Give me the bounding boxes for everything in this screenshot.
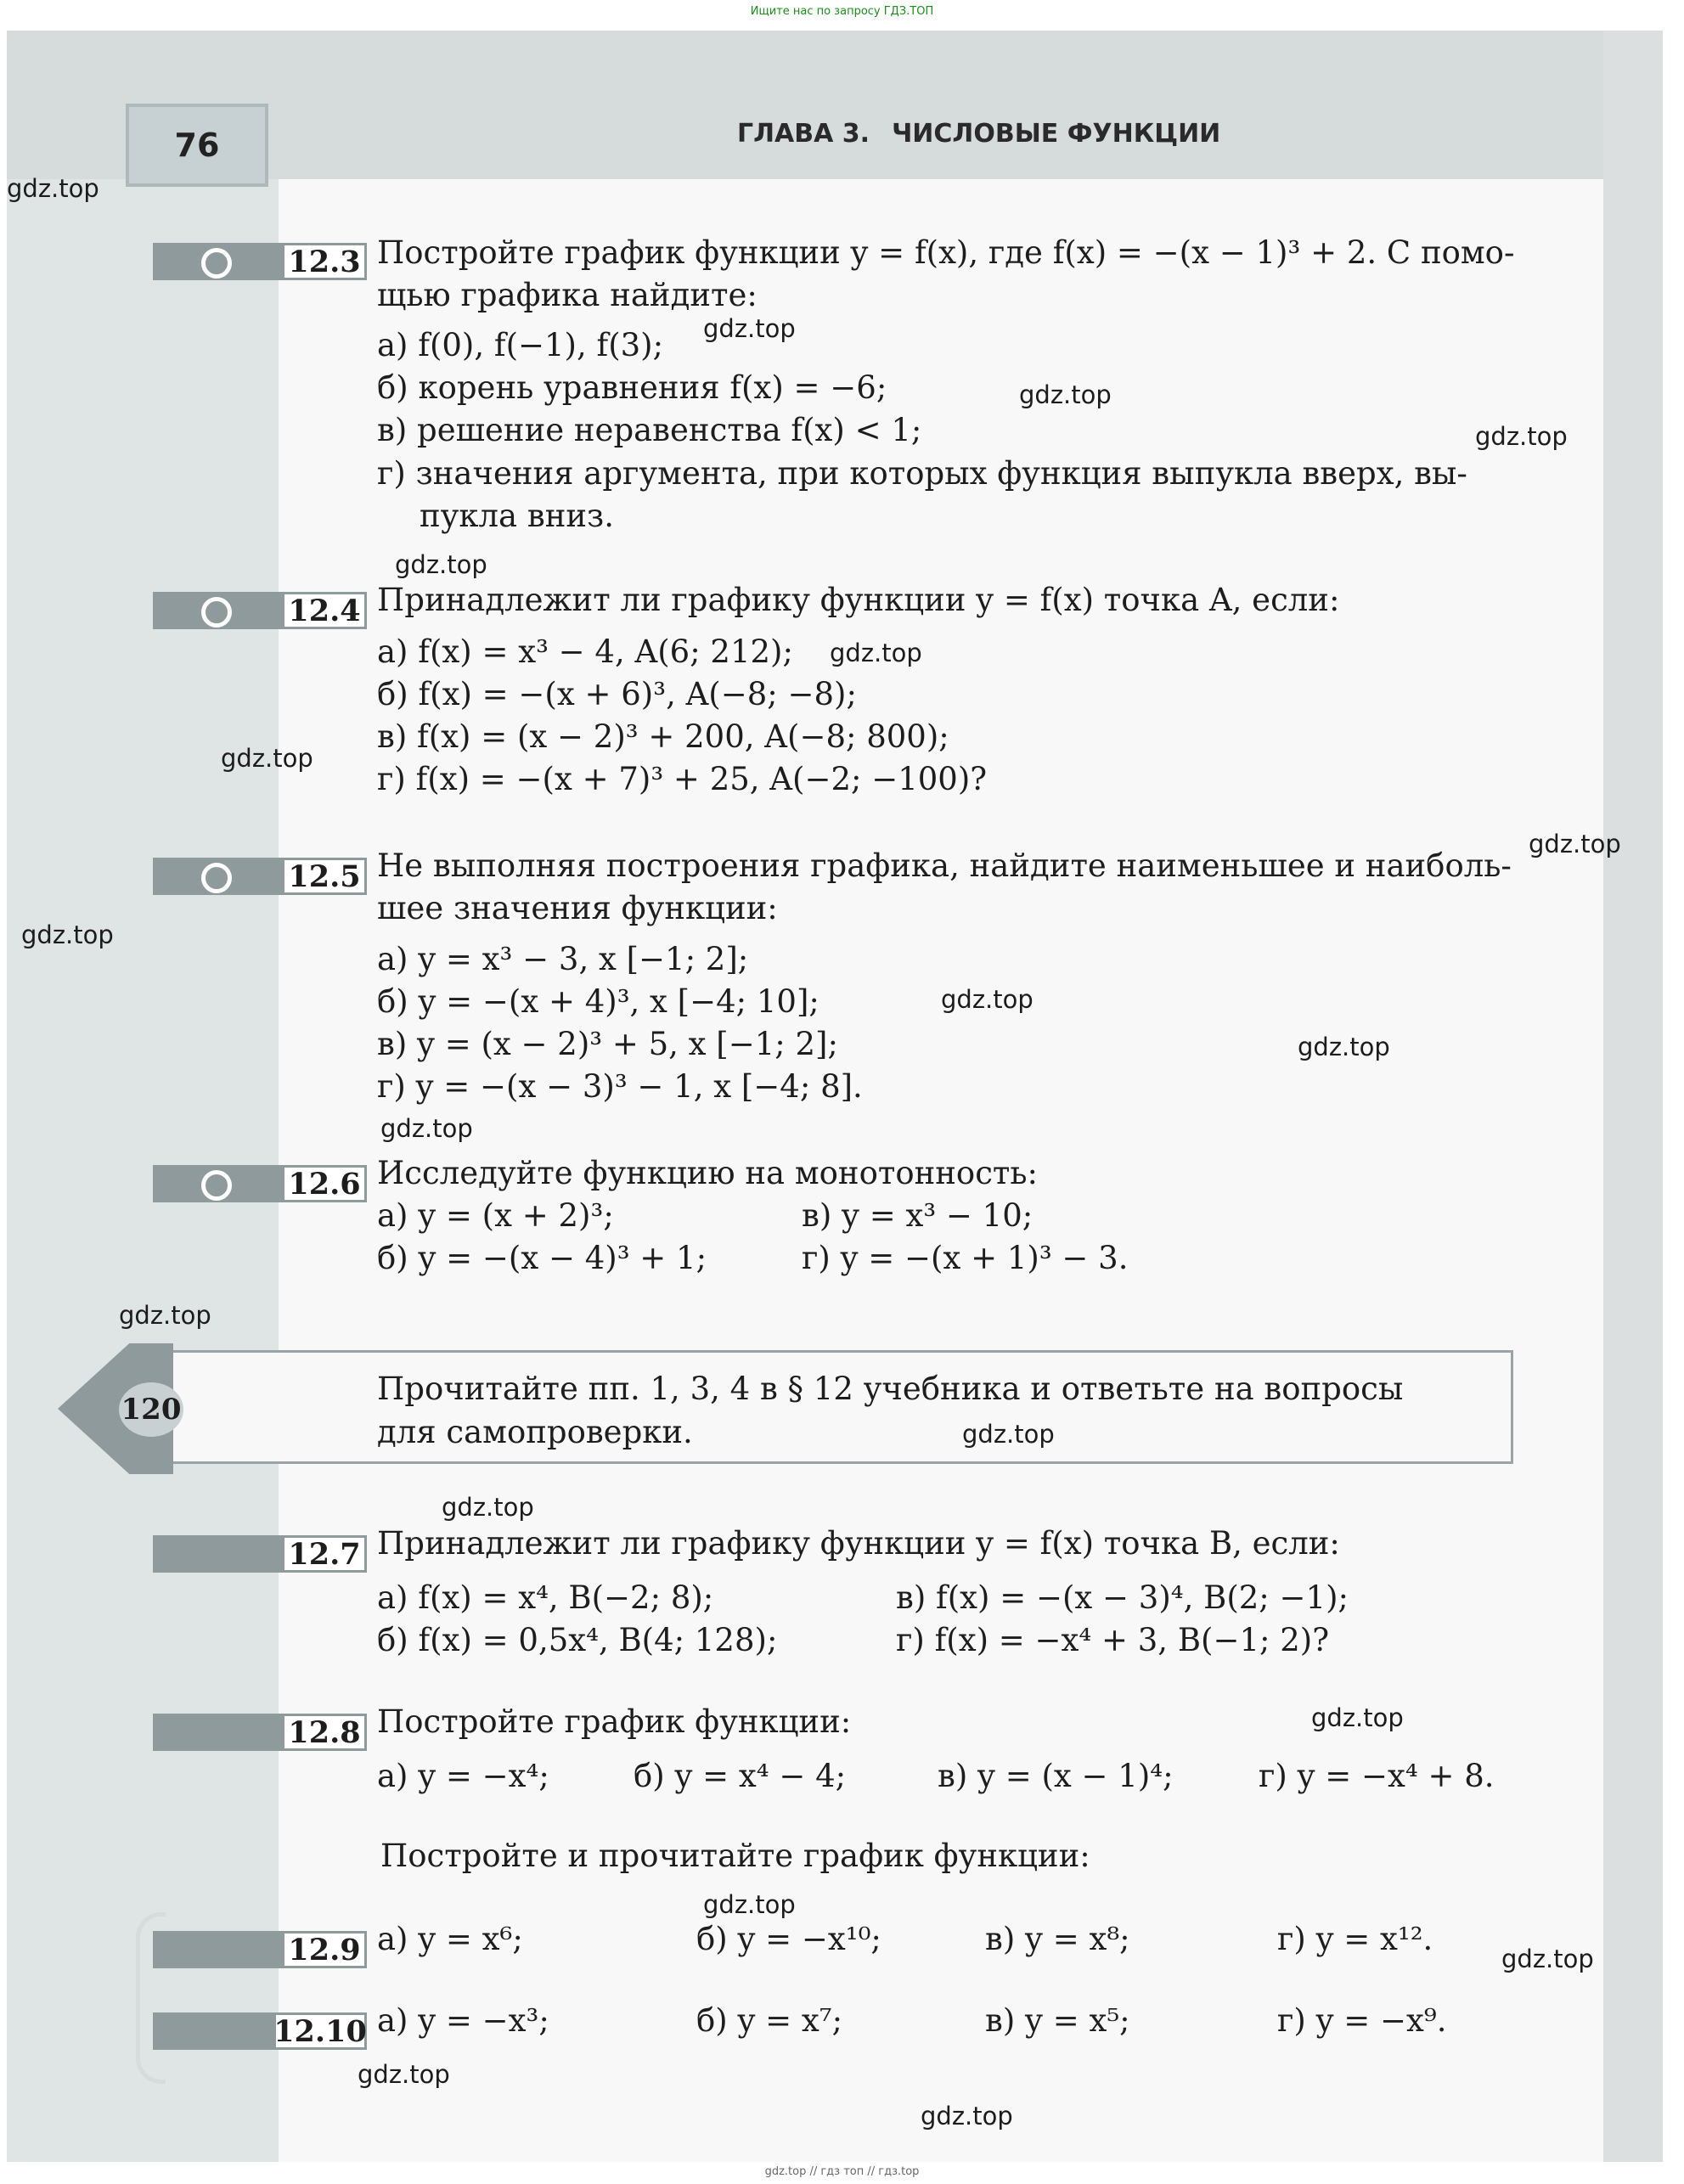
circle-icon (201, 863, 232, 893)
watermark: gdz.top (1019, 380, 1112, 409)
task-12-9-item-g: г) y = x¹². (1277, 1921, 1433, 1957)
task-number: 12.6 (282, 1165, 367, 1202)
task-12-3-item-g-cont: пукла вниз. (420, 498, 614, 534)
circle-icon (201, 1170, 232, 1201)
task-12-5-item-v: в) y = (x − 2)³ + 5, x [−1; 2]; (377, 1026, 838, 1062)
watermark: gdz.top (1475, 422, 1568, 451)
task-number: 12.3 (282, 243, 367, 280)
task-12-4-item-a: а) f(x) = x³ − 4, A(6; 212); (377, 633, 793, 670)
watermark: gdz.top (830, 639, 922, 667)
task-12-8-title: Постройте график функции: (377, 1703, 852, 1740)
page-edge-shadow (1603, 31, 1663, 2162)
task-12-7-title: Принадлежит ли графику функции y = f(x) точка B, если: (377, 1525, 1340, 1562)
task-12-5-line-1: Не выполняя построения графика, найдите наименьшее и наиболь- (377, 847, 1512, 884)
watermark: gdz.top (1501, 1945, 1594, 1973)
watermark: gdz.top (380, 1114, 473, 1143)
chapter-label: ГЛАВА 3. (737, 119, 870, 149)
task-12-10-item-v: в) y = x⁵; (985, 2002, 1130, 2039)
task-12-4-item-g: г) f(x) = −(x + 7)³ + 25, A(−2; −100)? (377, 761, 988, 797)
watermark: gdz.top (358, 2060, 450, 2089)
watermark: gdz.top (1311, 1703, 1404, 1732)
circle-icon (201, 248, 232, 279)
task-12-6-item-a: а) y = (x + 2)³; (377, 1197, 614, 1234)
watermark: gdz.top (703, 314, 796, 343)
read-textbook-line-2: для самопроверки. (377, 1414, 693, 1450)
task-number: 12.8 (282, 1714, 367, 1751)
watermark: gdz.top (921, 2102, 1013, 2131)
watermark: gdz.top (395, 550, 487, 579)
task-12-4-item-b: б) f(x) = −(x + 6)³, A(−8; −8); (377, 676, 857, 712)
task-12-3-item-b: б) корень уравнения f(x) = −6; (377, 369, 887, 406)
task-12-3-line-2: щью графика найдите: (377, 277, 758, 313)
group-title: Постройте и прочитайте график функции: (380, 1838, 1090, 1874)
chapter-heading (737, 119, 1220, 149)
task-12-8-item-v: в) y = (x − 1)⁴; (938, 1758, 1174, 1794)
chapter-title: ЧИСЛОВЫЕ ФУНКЦИИ (892, 119, 1221, 149)
task-12-9-item-a: а) y = x⁶; (377, 1921, 523, 1957)
task-12-4-item-v: в) f(x) = (x − 2)³ + 200, A(−8; 800); (377, 718, 949, 755)
task-12-6-item-b: б) y = −(x − 4)³ + 1; (377, 1240, 707, 1276)
task-12-9-item-b: б) y = −x¹⁰; (696, 1921, 881, 1957)
task-12-5-item-a: а) y = x³ − 3, x [−1; 2]; (377, 941, 749, 977)
task-12-3-line-1: Постройте график функции y = f(x), где f(x) = −(x − 1)³ + 2. С помо- (377, 234, 1515, 271)
task-12-9-item-v: в) y = x⁸; (985, 1921, 1130, 1957)
task-12-7-item-a: а) f(x) = x⁴, B(−2; 8); (377, 1579, 714, 1616)
task-marker-12-9 (153, 1931, 367, 1968)
task-12-8-item-g: г) y = −x⁴ + 8. (1259, 1758, 1495, 1794)
watermark: gdz.top (442, 1493, 534, 1522)
task-marker-12-4 (153, 592, 367, 629)
task-12-6-title: Исследуйте функцию на монотонность: (377, 1155, 1039, 1191)
watermark: gdz.top (21, 920, 114, 949)
watermark: gdz.top (7, 174, 99, 203)
watermark: gdz.top (1529, 830, 1621, 858)
task-number: 12.5 (282, 858, 367, 895)
task-12-3-item-g: г) значения аргумента, при которых функция выпукла вверх, вы- (377, 455, 1467, 492)
watermark: gdz.top (1298, 1033, 1390, 1061)
task-12-5-item-g: г) y = −(x − 3)³ − 1, x [−4; 8]. (377, 1068, 863, 1105)
circle-icon (201, 597, 232, 628)
task-number: 12.10 (273, 2013, 367, 2049)
source-caption-bottom: gdz.top // гдз топ // гдз.top (764, 2165, 920, 2178)
task-number: 12.7 (282, 1535, 367, 1573)
task-marker-12-6 (153, 1165, 367, 1202)
watermark: gdz.top (221, 744, 313, 773)
task-12-10-item-a: а) y = −x³; (377, 2002, 549, 2039)
task-12-7-item-b: б) f(x) = 0,5x⁴, B(4; 128); (377, 1622, 778, 1658)
watermark: gdz.top (941, 985, 1033, 1014)
task-marker-12-7 (153, 1535, 367, 1573)
task-12-3-item-v: в) решение неравенства f(x) < 1; (377, 412, 922, 448)
task-12-8-item-b: б) y = x⁴ − 4; (634, 1758, 847, 1794)
task-12-5-item-b: б) y = −(x + 4)³, x [−4; 10]; (377, 983, 819, 1020)
reference-number: 120 (119, 1382, 183, 1437)
task-12-7-item-g: г) f(x) = −x⁴ + 3, B(−1; 2)? (896, 1622, 1330, 1658)
task-12-8-item-a: а) y = −x⁴; (377, 1758, 549, 1794)
task-number: 12.9 (282, 1931, 367, 1968)
watermark: gdz.top (962, 1420, 1055, 1449)
task-12-10-item-g: г) y = −x⁹. (1277, 2002, 1447, 2039)
read-textbook-line-1: Прочитайте пп. 1, 3, 4 в § 12 учебника и ответьте на вопросы (377, 1371, 1404, 1407)
task-marker-12-3 (153, 243, 367, 280)
task-12-4-title: Принадлежит ли графику функции y = f(x) точка A, если: (377, 582, 1340, 618)
task-12-7-item-v: в) f(x) = −(x − 3)⁴, B(2; −1); (896, 1579, 1349, 1616)
watermark: gdz.top (119, 1301, 211, 1330)
task-12-3-item-a: а) f(0), f(−1), f(3); (377, 327, 664, 363)
task-12-6-item-g: г) y = −(x + 1)³ − 3. (802, 1240, 1129, 1276)
source-caption-top: Ищите нас по запросу ГДЗ.ТОП (750, 5, 934, 18)
task-12-10-item-b: б) y = x⁷; (696, 2002, 843, 2039)
task-marker-12-10 (153, 2012, 367, 2050)
task-12-5-line-2: шее значения функции: (377, 890, 778, 926)
task-marker-12-5 (153, 858, 367, 895)
task-marker-12-8 (153, 1714, 367, 1751)
watermark: gdz.top (703, 1890, 796, 1919)
task-number: 12.4 (282, 592, 367, 629)
page-number: 76 (126, 104, 268, 187)
task-12-6-item-v: в) y = x³ − 10; (802, 1197, 1033, 1234)
